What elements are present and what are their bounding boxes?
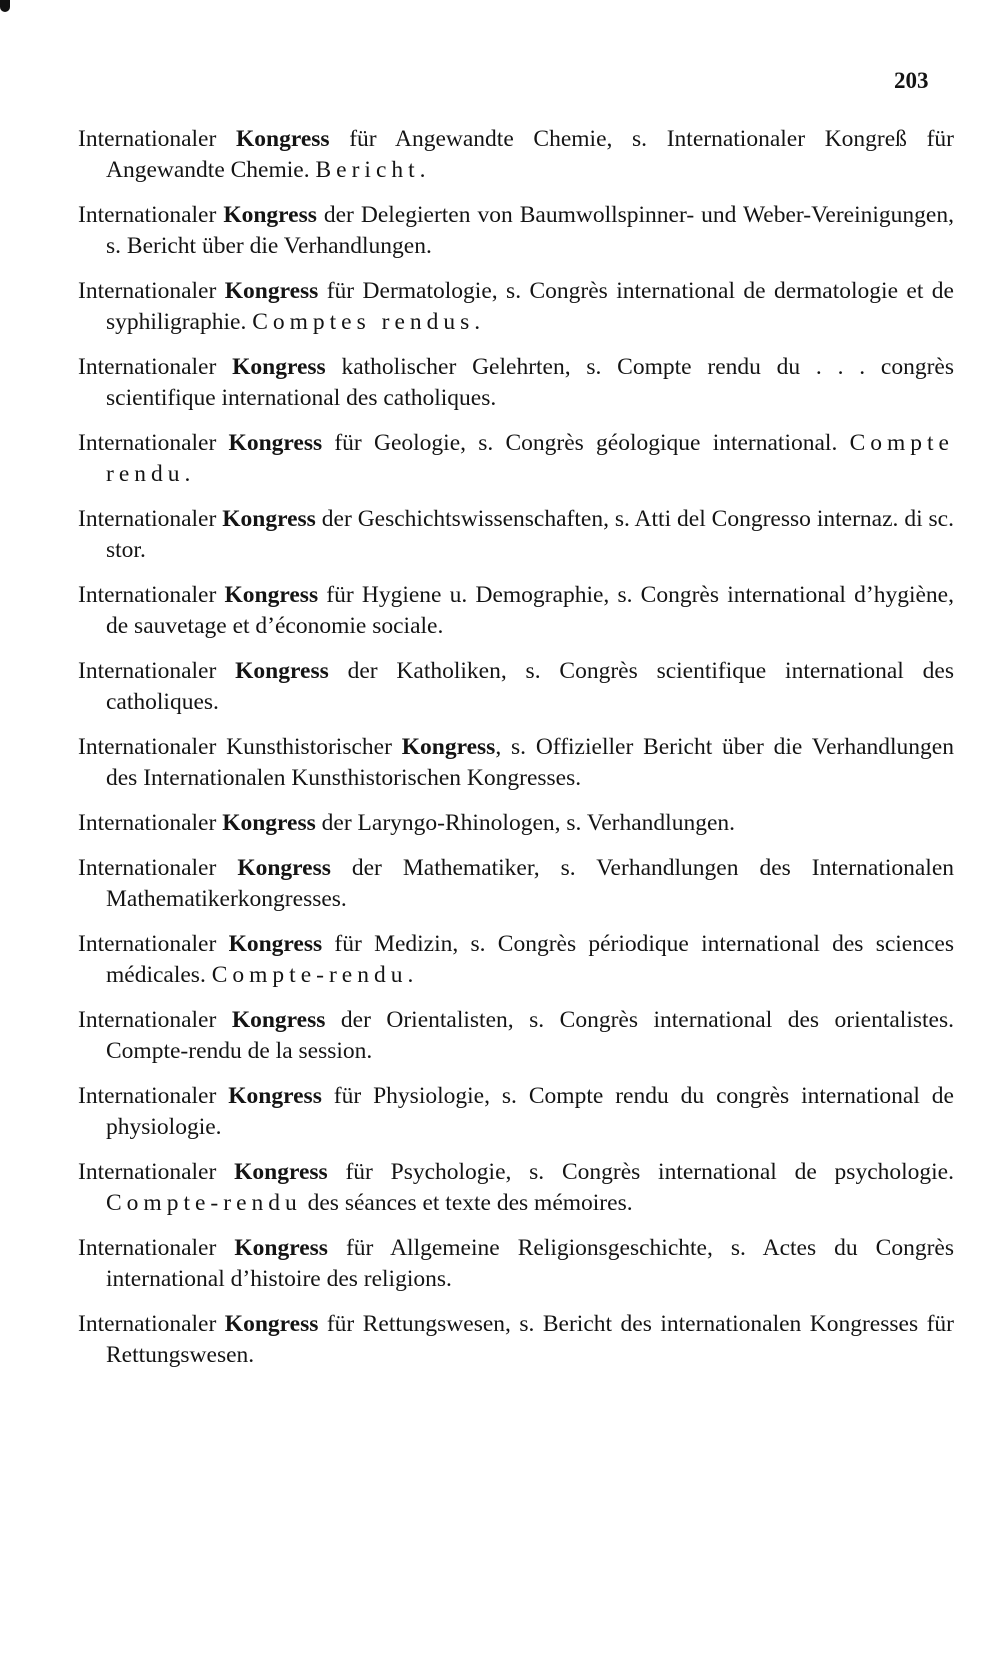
entry-spaced-title: Compte-rendu [211, 962, 408, 988]
entry-keyword: Kongress [234, 1235, 328, 1261]
entry-keyword: Kongress [223, 202, 317, 228]
entry-text: für Physiologie, s. Compte rendu du congrès international de physiologie. [106, 1083, 954, 1140]
entry-tail: . [474, 309, 481, 335]
entry-keyword: Kongress [231, 1007, 326, 1033]
entry-keyword: Kongress [234, 1159, 328, 1185]
index-entry [78, 732, 954, 794]
entry-keyword: Kongress [401, 734, 496, 760]
entry-text: für Hygiene u. Demographie, s. Congrès international d’hygiène, de sauvetage et d’économie sociale. [106, 582, 954, 639]
entry-keyword: Kongress [237, 855, 331, 881]
entry-spaced-title: Bericht [315, 157, 420, 183]
index-entry [78, 276, 954, 338]
entry-prefix: Internationaler [78, 658, 236, 684]
entry-text: , s. Offizieller Bericht über die Verhandlungen des Internationalen Kunsthistorischen Kongresses. [106, 734, 954, 791]
entry-prefix: Internationaler [78, 1159, 235, 1185]
entry-prefix: Internationaler [78, 1235, 235, 1261]
entry-spaced-title: Compte rendu [106, 430, 954, 487]
entry-keyword: Kongress [232, 354, 326, 380]
entry-prefix: Internationaler Kunsthistorischer [78, 734, 402, 760]
entry-keyword: Kongress [228, 1083, 322, 1109]
index-entry [78, 1233, 954, 1295]
index-entry [78, 428, 954, 490]
entry-text: der Geschichtswissenschaften, s. Atti del Congresso internaz. di sc. stor. [106, 506, 954, 563]
entry-text: für Geologie, s. Congrès géologique international. [322, 430, 850, 456]
index-entry [78, 124, 954, 186]
entry-keyword: Kongress [224, 278, 319, 304]
entry-tail: . [419, 157, 426, 183]
entry-text: für Medizin, s. Congrès périodique international des sciences médicales. [106, 931, 954, 988]
entry-prefix: Internationaler [78, 855, 238, 881]
entry-prefix: Internationaler [78, 1007, 232, 1033]
index-entry [78, 580, 954, 642]
entry-text: der Mathematiker, s. Verhandlungen des Internationalen Mathematikerkongresses. [106, 855, 954, 912]
entry-keyword: Kongress [224, 582, 319, 608]
entry-text: der Delegierten von Baumwollspinner- und Weber-Vereinigungen, s. Bericht über die Verhandlungen. [106, 202, 954, 259]
entry-tail: . [407, 962, 414, 988]
entry-keyword: Kongress [228, 931, 323, 957]
entry-prefix: Internationaler [78, 354, 233, 380]
index-entry [78, 504, 954, 566]
entry-prefix: Internationaler [78, 506, 223, 532]
entry-keyword: Kongress [235, 658, 329, 684]
entry-text: der Katholiken, s. Congrès scientifique international des catholiques. [106, 658, 954, 715]
index-entry [78, 200, 954, 262]
entry-prefix: Internationaler [78, 126, 236, 152]
entry-text: für Rettungswesen, s. Bericht des internationalen Kongresses für Rettungswesen. [106, 1311, 954, 1368]
index-entry [78, 1157, 954, 1219]
entry-prefix: Internationaler [78, 430, 229, 456]
entry-prefix: Internationaler [78, 202, 224, 228]
index-entry-list [78, 124, 954, 1385]
entry-prefix: Internationaler [78, 810, 223, 836]
entry-keyword: Kongress [228, 430, 323, 456]
entry-keyword: Kongress [235, 126, 330, 152]
entry-keyword: Kongress [224, 1311, 319, 1337]
entry-prefix: Internationaler [78, 931, 229, 957]
entry-keyword: Kongress [222, 810, 316, 836]
index-entry [78, 853, 954, 915]
entry-prefix: Internationaler [78, 582, 225, 608]
entry-text: für Angewandte Chemie, s. Internationaler Kongreß für Angewandte Chemie. [106, 126, 954, 183]
index-entry [78, 1309, 954, 1371]
entry-text: katholischer Gelehrten, s. Compte rendu du . . . congrès scientifique international des catholiques. [106, 354, 954, 411]
entry-keyword: Kongress [222, 506, 316, 532]
entry-prefix: Internationaler [78, 278, 225, 304]
entry-tail: des séances et texte des mémoires. [301, 1190, 633, 1216]
index-entry [78, 1005, 954, 1067]
corner-ink-mark [0, 0, 10, 12]
entry-text: der Laryngo-Rhinologen, s. Verhandlungen. [315, 810, 735, 836]
entry-text: für Psychologie, s. Congrès international de psychologie. [327, 1159, 954, 1185]
index-entry [78, 656, 954, 718]
page-number: 203 [894, 68, 929, 93]
entry-spaced-title: Compte-rendu [106, 1190, 302, 1216]
index-entry [78, 929, 954, 991]
entry-text: für Dermatologie, s. Congrès international de dermatologie et de syphiligraphie. [106, 278, 954, 335]
index-entry [78, 808, 954, 839]
entry-tail: . [184, 461, 191, 487]
index-entry [78, 1081, 954, 1143]
entry-text: der Orientalisten, s. Congrès international des orientalistes. Compte-rendu de la session. [106, 1007, 954, 1064]
entry-spaced-title: Comptes rendus [252, 309, 475, 335]
entry-prefix: Internationaler [78, 1311, 225, 1337]
entry-prefix: Internationaler [78, 1083, 229, 1109]
entry-text: für Allgemeine Religionsgeschichte, s. Actes du Congrès international d’histoire des religions. [106, 1235, 954, 1292]
index-entry [78, 352, 954, 414]
